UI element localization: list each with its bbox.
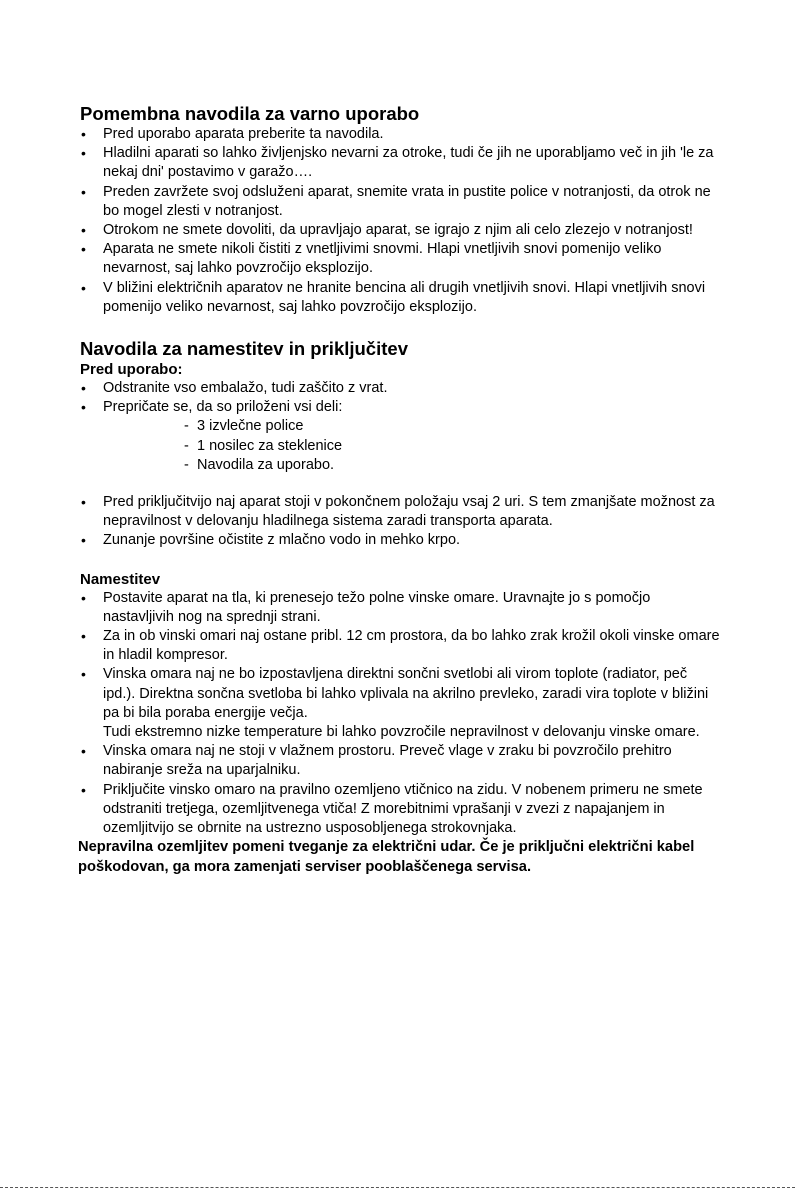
part-item: - Navodila za uporabo.: [180, 456, 720, 475]
safety-list: [80, 125, 720, 317]
part-item: - 3 izvlečne police: [180, 417, 720, 436]
part-item: - 1 nosilec za steklenice: [180, 437, 720, 456]
list-item: • Odstranite vso embalažo, tudi zaščito z vrat.: [80, 379, 720, 398]
list-item: • Prepričate se, da so priloženi vsi deli:: [80, 398, 720, 417]
section-title-safety: Pomembna navodila za varno uporabo: [80, 103, 420, 124]
document-page: [80, 103, 720, 877]
subtitle-before-use: Pred uporabo:: [80, 361, 183, 379]
grounding-warning: Nepravilna ozemljitev pomeni tveganje za električni udar. Če je priključni električni kabel poškodovan, ga mora zamenjati serviser pooblaščenega servisa.: [78, 839, 695, 875]
list-item: • Hladilni aparati so lahko življenjsko nevarni za otroke, tudi če jih ne uporabljamo več in jih 'le za nekaj dni' postavimo v garažo….: [80, 144, 720, 182]
placement-list: [80, 589, 720, 839]
included-parts-list: [80, 417, 720, 475]
list-item: • Preden zavržete svoj odsluženi aparat, snemite vrata in pustite police v notranjosti, da otrok ne bo mogel zlesti v notranjost.: [80, 183, 720, 221]
list-item: • Priključite vinsko omaro na pravilno ozemljeno vtičnico na zidu. V nobenem primeru ne smete odstraniti tretjega, ozemljitvenega vtiča! Z morebitnimi vprašanji v zvezi z napajanjem in ozemljitvijo se obrnite na ustrezno usposobljenega strokovnjaka.: [80, 781, 720, 839]
list-item: • Zunanje površine očistite z mlačno vodo in mehko krpo.: [80, 531, 720, 550]
section-title-placement: Namestitev: [80, 570, 161, 588]
preparation-list: [80, 493, 720, 551]
page-bottom-rule: [0, 1187, 795, 1188]
list-item-text: Vinska omara naj ne bo izpostavljena direktni sončni svetlobi ali virom toplote (radiator, peč ipd.). Direktna sončna svetloba bi lahko vplivala na akrilno prevleko, zaradi vira toplote v bližini pa bi bila poraba energije večja.: [103, 666, 709, 721]
section-title-installation: Navodila za namestitev in priključitev: [80, 338, 408, 360]
list-item: • Otrokom ne smete dovoliti, da upravljajo aparat, se igrajo z njim ali celo zlezejo v notranjost!: [80, 221, 720, 240]
list-item: • V bližini električnih aparatov ne hranite bencina ali drugih vnetljivih snovi. Hlapi vnetljivih snovi pomenijo veliko nevarnost, saj lahko povzročijo eksplozijo.: [80, 279, 720, 317]
list-item: • Aparata ne smete nikoli čistiti z vnetljivimi snovmi. Hlapi vnetljivih snovi pomenijo veliko nevarnost, saj lahko povzročijo eksplozijo.: [80, 240, 720, 278]
list-item: • Pred priključitvijo naj aparat stoji v pokončnem položaju vsaj 2 uri. S tem zmanjšate možnost za nepravilnost v delovanju hladilnega sistema zaradi transporta aparata.: [80, 493, 720, 531]
list-item: • Postavite aparat na tla, ki prenesejo težo polne vinske omare. Uravnajte jo s pomočjo nastavljivih nog na sprednji strani.: [80, 589, 720, 627]
list-item: • Za in ob vinski omari naj ostane pribl. 12 cm prostora, da bo lahko zrak krožil okoli vinske omare in hladil kompresor.: [80, 627, 720, 665]
list-item: • Vinska omara naj ne stoji v vlažnem prostoru. Preveč vlage v zraku bi povzročilo prehitro nabiranje sreža na uparjalniku.: [80, 742, 720, 780]
before-use-list: [80, 379, 720, 417]
list-item: • Pred uporabo aparata preberite ta navodila.: [80, 125, 720, 144]
list-item-note: Tudi ekstremno nizke temperature bi lahko povzročile nepravilnost v delovanju vinske omare.: [103, 724, 700, 741]
list-item: [80, 665, 720, 742]
